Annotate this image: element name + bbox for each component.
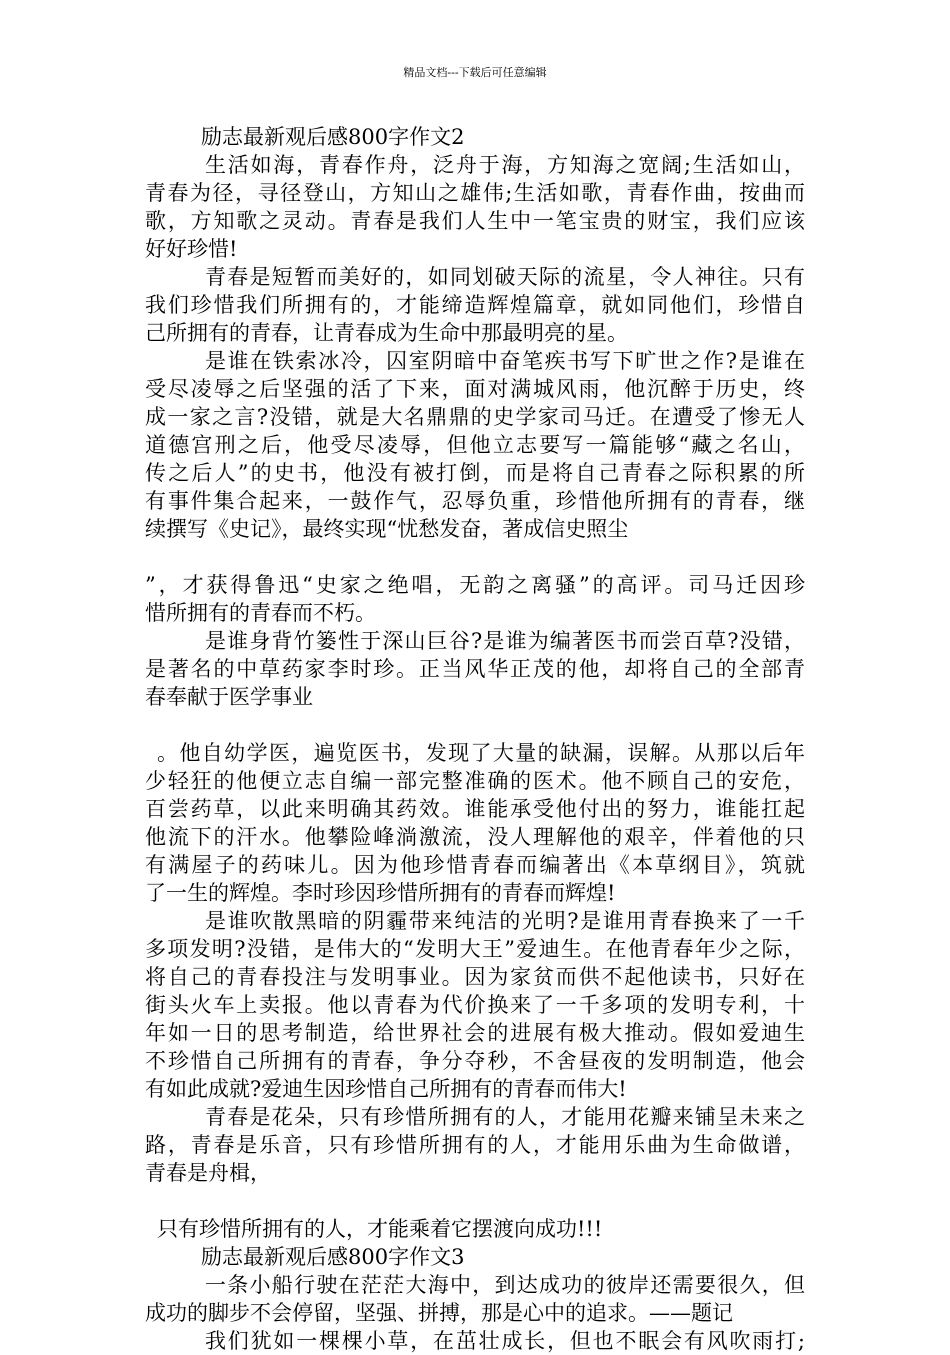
text-line: 己所拥有的青春，让青春成为生命中那最明亮的星。 [145, 321, 628, 345]
text-line: 歌，方知歌之灵动。青春是我们人生中一笔宝贵的财宝，我们应该 [145, 209, 805, 233]
text-line: 百尝药草，以此来明确其药效。谁能承受他付出的努力，谁能扛起 [145, 797, 805, 821]
text-line: 成一家之言?没错，就是大名鼎鼎的史学家司马迁。在遭受了惨无人 [145, 405, 805, 429]
text-line: 受尽凌辱之后坚强的活了下来，面对满城风雨，他沉醉于历史，终 [145, 377, 805, 401]
text-line: 不珍惜自己所拥有的青春，争分夺秒，不舍昼夜的发明制造，他会 [145, 1049, 805, 1073]
text-line: 有如此成就?爱迪生因珍惜自己所拥有的青春而伟大! [145, 1077, 627, 1101]
text-line: 路，青春是乐音，只有珍惜所拥有的人，才能用乐曲为生命做谱， [145, 1133, 805, 1157]
text-line: 年如一日的思考制造，给世界社会的进展有极大推动。假如爱迪生 [145, 1021, 805, 1045]
text-line: 少轻狂的他便立志自编一部完整准确的医术。他不顾自己的安危， [145, 769, 805, 793]
blank-line [145, 1187, 805, 1215]
text-line: 是谁吹散黑暗的阴霾带来纯洁的光明?是谁用青春换来了一千 [205, 909, 805, 933]
text-line: 青春是舟楫， [145, 1161, 271, 1185]
text-line: 道德宫刑之后，他受尽凌辱，但他立志要写一篇能够“藏之名山， [145, 433, 805, 457]
text-line: 励志最新观后感800字作文3 [201, 1245, 465, 1269]
text-line: 生活如海，青春作舟，泛舟于海，方知海之宽阔;生活如山， [205, 153, 805, 177]
blank-line [145, 543, 805, 571]
text-line: 是谁身背竹篓性于深山巨谷?是谁为编著医书而尝百草?没错， [205, 629, 805, 653]
text-line: 成功的脚步不会停留，坚强、拼搏，那是心中的追求。——题记 [145, 1301, 733, 1325]
text-line: 我们犹如一棵棵小草，在茁壮成长，但也不眠会有风吹雨打; [205, 1329, 805, 1353]
text-line: 青春是花朵，只有珍惜所拥有的人，才能用花瓣来铺呈未来之 [205, 1105, 805, 1129]
text-line: 一条小船行驶在茫茫大海中，到达成功的彼岸还需要很久，但 [205, 1273, 805, 1297]
text-line: 多项发明?没错，是伟大的“发明大王”爱迪生。在他青春年少之际， [145, 937, 805, 961]
text-line: 。他自幼学医，遍览医书，发现了大量的缺漏，误解。从那以后年 [157, 741, 805, 765]
text-line: 街头火车上卖报。他以青春为代价换来了一千多项的发明专利，十 [145, 993, 805, 1017]
text-line: 励志最新观后感800字作文2 [201, 125, 465, 149]
text-line: 春奉献于医学事业 [145, 685, 313, 709]
text-line: 续撰写《史记》，最终实现“忧愁发奋，著成信史照尘 [145, 517, 629, 541]
text-line: 他流下的汗水。他攀险峰淌激流，没人理解他的艰辛，伴着他的只 [145, 825, 805, 849]
blank-line [145, 711, 805, 739]
text-line: 我们珍惜我们所拥有的，才能缔造辉煌篇章，就如同他们，珍惜自 [145, 293, 805, 317]
text-line: 有满屋子的药味儿。因为他珍惜青春而编著出《本草纲目》，筑就 [145, 853, 805, 877]
document-body [145, 123, 805, 1355]
text-line: 传之后人”的史书，他没有被打倒，而是将自己青春之际积累的所 [145, 461, 805, 485]
text-line: 青春是短暂而美好的，如同划破天际的流星，令人神往。只有 [205, 265, 805, 289]
text-line: 将自己的青春投注与发明事业。因为家贫而供不起他读书，只好在 [145, 965, 805, 989]
text-line: 是谁在铁索冰冷，囚室阴暗中奋笔疾书写下旷世之作?是谁在 [205, 349, 805, 373]
text-line: ”，才获得鲁迅“史家之绝唱，无韵之离骚”的高评。司马迁因珍 [145, 573, 805, 597]
text-line: 了一生的辉煌。李时珍因珍惜所拥有的青春而辉煌! [145, 881, 616, 905]
text-line: 惜所拥有的青春而不朽。 [145, 601, 376, 625]
text-line: 是著名的中草药家李时珍。正当风华正茂的他，却将自己的全部青 [145, 657, 805, 681]
text-line: 有事件集合起来，一鼓作气，忍辱负重，珍惜他所拥有的青春，继 [145, 489, 805, 513]
text-line: 青春为径，寻径登山，方知山之雄伟;生活如歌，青春作曲，按曲而 [145, 181, 805, 205]
text-line: 只有珍惜所拥有的人，才能乘着它摆渡向成功!!! [157, 1217, 603, 1241]
page-header: 精品文档---下载后可任意编辑 [403, 66, 547, 79]
text-line: 好好珍惜! [145, 237, 238, 261]
